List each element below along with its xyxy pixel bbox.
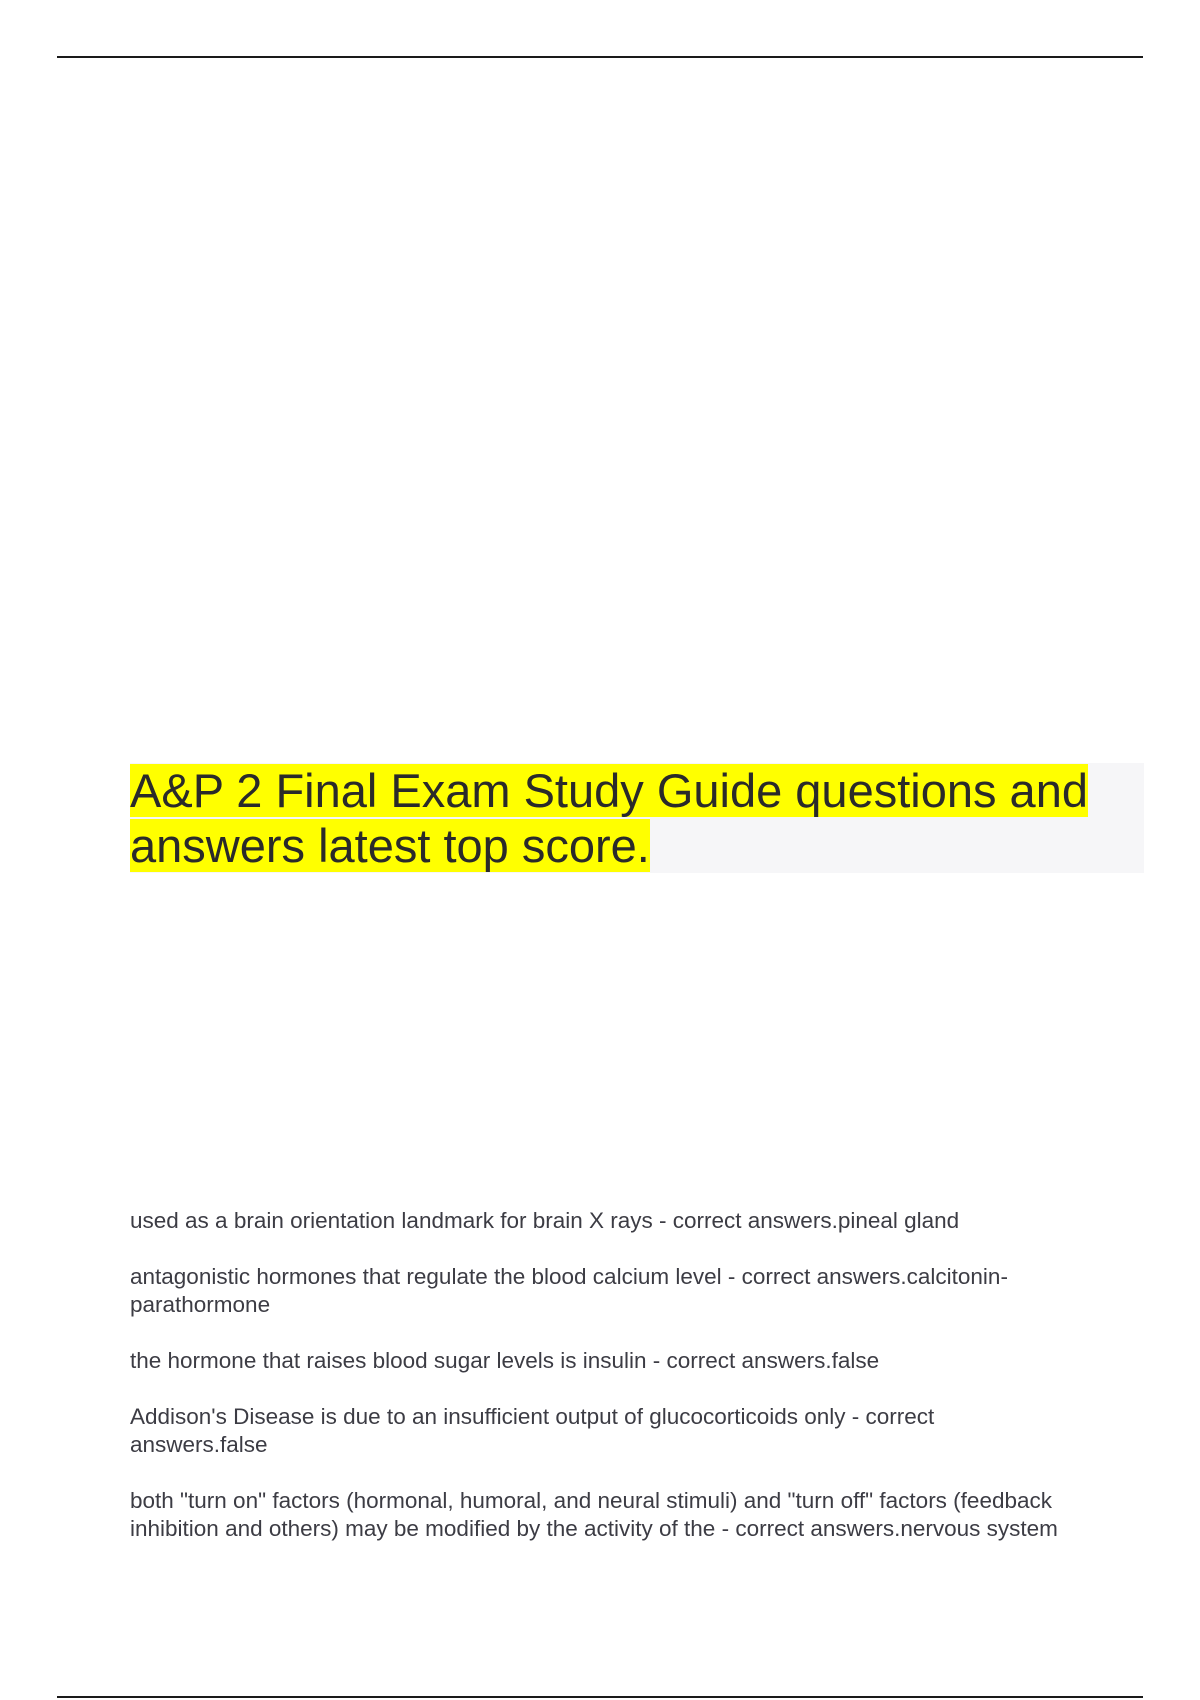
title-highlight: A&P 2 Final Exam Study Guide questions and answers latest top score. bbox=[130, 764, 1088, 872]
qa-item: both "turn on" factors (hormonal, humoral, and neural stimuli) and "turn off" factors (feedback inhibition and others) may be modified by the activity of the - correct answers.nervous system bbox=[130, 1488, 1058, 1541]
qa-list bbox=[130, 1207, 1140, 1571]
bottom-rule bbox=[57, 1696, 1143, 1698]
top-rule bbox=[57, 56, 1143, 58]
qa-item: antagonistic hormones that regulate the blood calcium level - correct answers.calcitonin- parathormone bbox=[130, 1264, 1008, 1317]
qa-item: used as a brain orientation landmark for brain X rays - correct answers.pineal gland bbox=[130, 1208, 960, 1233]
qa-item: the hormone that raises blood sugar levels is insulin - correct answers.false bbox=[130, 1348, 880, 1373]
document-title bbox=[130, 763, 1130, 873]
qa-item: Addison's Disease is due to an insufficient output of glucocorticoids only - correct answers.false bbox=[130, 1404, 935, 1457]
